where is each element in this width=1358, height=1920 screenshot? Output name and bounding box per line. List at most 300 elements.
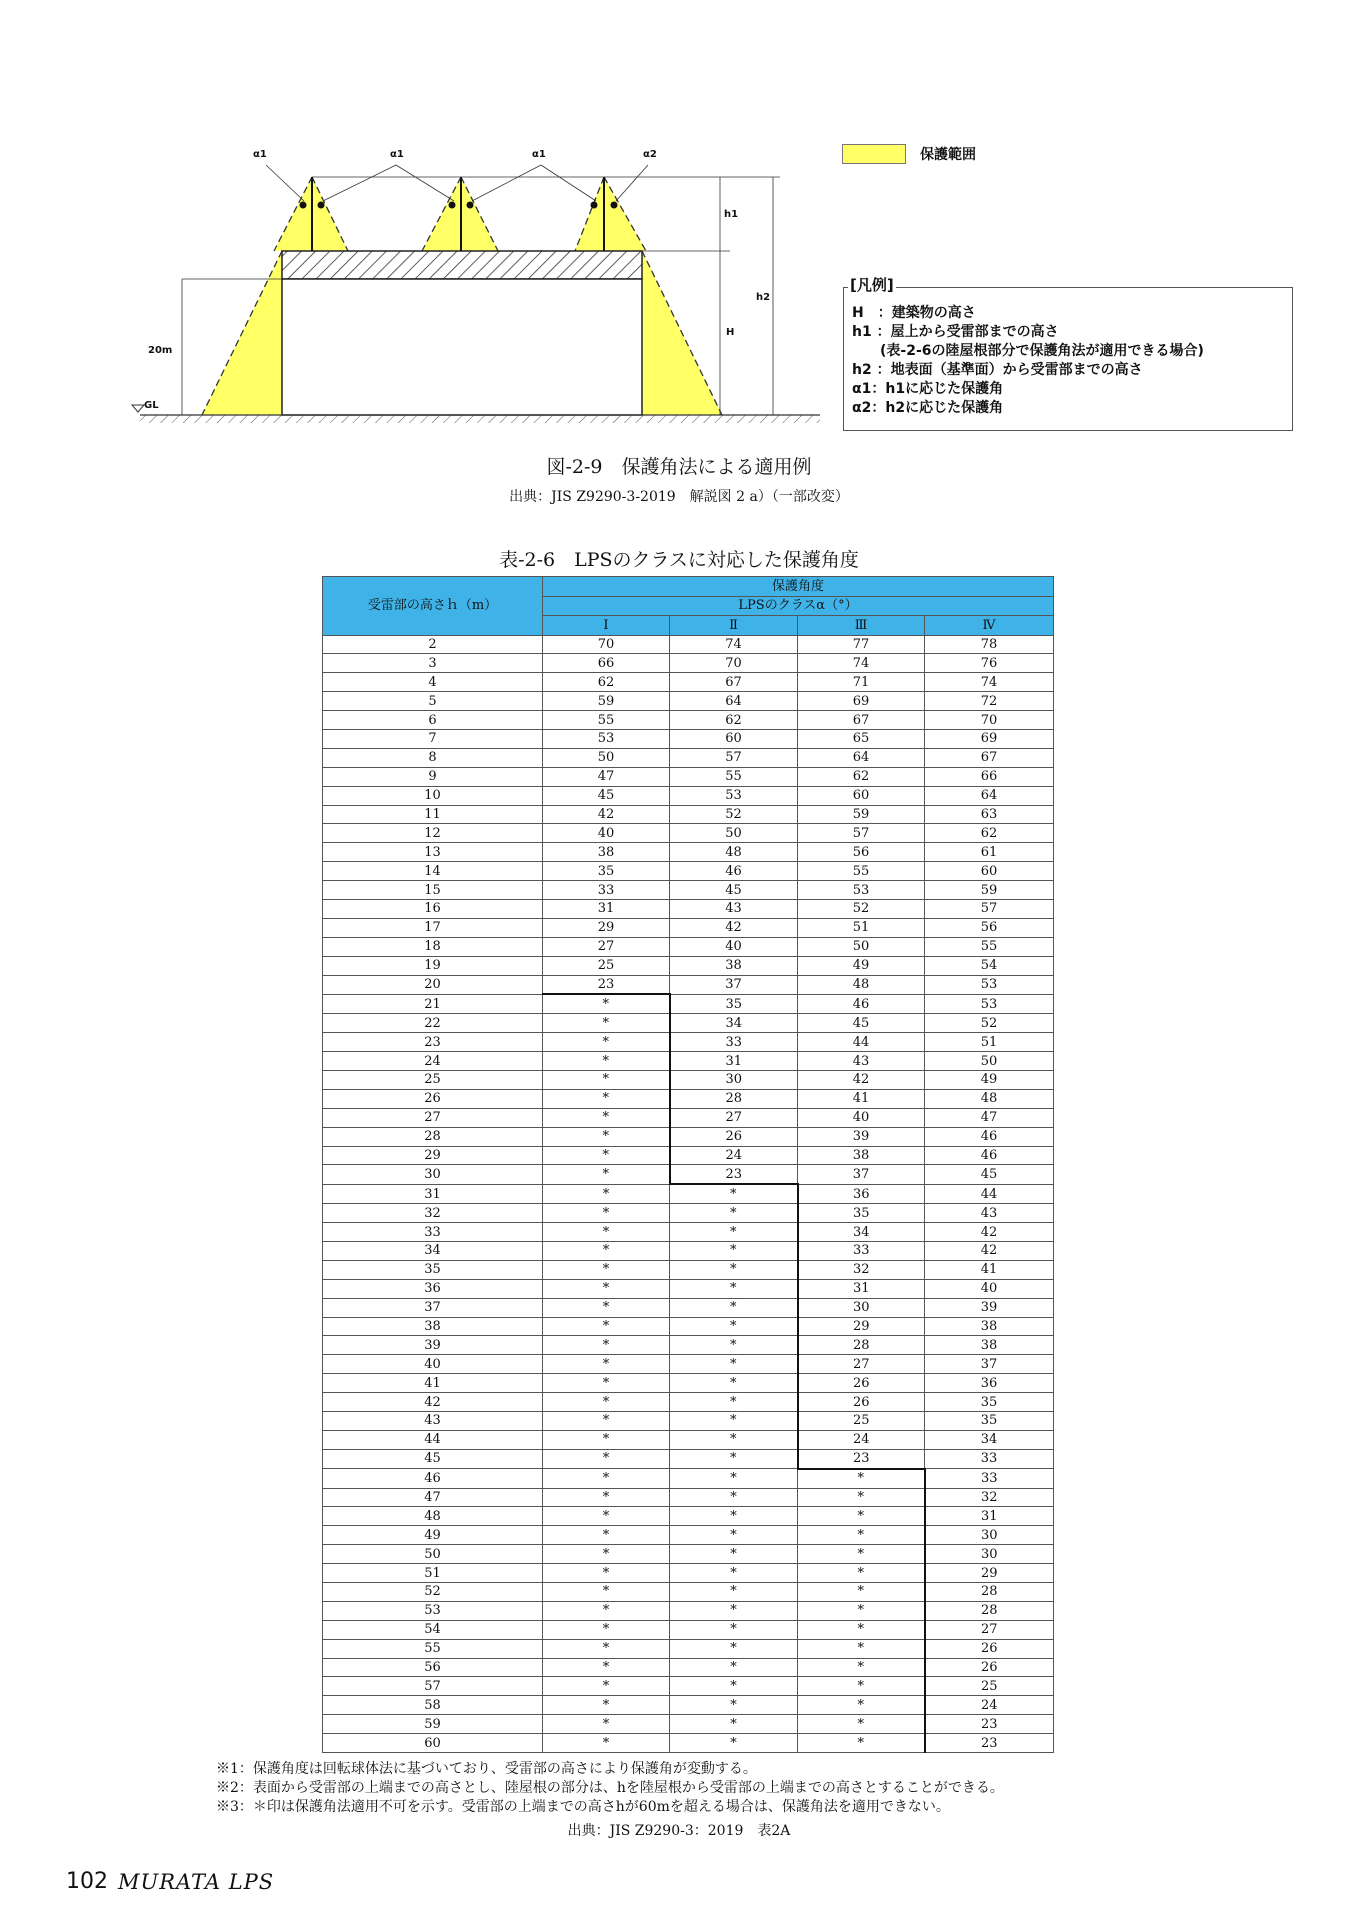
angle-cell: 23: [925, 1715, 1054, 1734]
angle-cell: *: [543, 1127, 670, 1146]
angle-cell: 31: [543, 899, 670, 918]
brand-logo: MURATA LPS: [118, 1870, 275, 1894]
angle-cell: 28: [670, 1089, 798, 1108]
angle-cell: 43: [798, 1052, 925, 1071]
angle-cell: 49: [925, 1070, 1054, 1089]
angle-cell: 51: [798, 918, 925, 937]
angle-cell: 31: [925, 1507, 1054, 1526]
angle-cell: 33: [925, 1469, 1054, 1488]
height-cell: 37: [323, 1298, 543, 1317]
angle-cell: *: [670, 1204, 798, 1223]
height-cell: 55: [323, 1639, 543, 1658]
angle-cell: 56: [925, 918, 1054, 937]
angle-cell: 67: [670, 673, 798, 692]
angle-cell: *: [543, 1298, 670, 1317]
protection-angle-table: [322, 576, 1054, 1753]
table-row: [323, 635, 1054, 654]
angle-cell: *: [543, 1412, 670, 1431]
angle-cell: *: [798, 1639, 925, 1658]
angle-cell: 55: [670, 767, 798, 786]
angle-cell: 26: [925, 1658, 1054, 1677]
table-row: [323, 1696, 1054, 1715]
angle-cell: 47: [543, 767, 670, 786]
angle-cell: 24: [670, 1146, 798, 1165]
height-cell: 46: [323, 1469, 543, 1488]
angle-cell: 33: [543, 881, 670, 900]
legend-line: h1 ：屋上から受雷部までの高さ: [852, 324, 1059, 340]
height-cell: 42: [323, 1393, 543, 1412]
angle-cell: *: [670, 1696, 798, 1715]
angle-cell: 52: [925, 1014, 1054, 1033]
table-row: [323, 1317, 1054, 1336]
legend-title: [凡例]: [850, 276, 894, 294]
angle-cell: 31: [798, 1279, 925, 1298]
height-cell: 36: [323, 1279, 543, 1298]
angle-cell: *: [543, 1696, 670, 1715]
angle-cell: *: [670, 1488, 798, 1507]
angle-cell: 32: [925, 1488, 1054, 1507]
angle-cell: 27: [925, 1620, 1054, 1639]
height-cell: 6: [323, 711, 543, 730]
angle-cell: 33: [925, 1449, 1054, 1468]
angle-cell: *: [670, 1393, 798, 1412]
angle-cell: 40: [798, 1108, 925, 1127]
height-cell: 57: [323, 1677, 543, 1696]
angle-cell: 48: [798, 975, 925, 994]
angle-cell: *: [670, 1336, 798, 1355]
angle-cell: 37: [798, 1165, 925, 1184]
angle-cell: 30: [670, 1070, 798, 1089]
angle-cell: 33: [670, 1033, 798, 1052]
angle-cell: 74: [925, 673, 1054, 692]
table-row: [323, 729, 1054, 748]
angle-cell: *: [670, 1677, 798, 1696]
angle-cell: *: [670, 1715, 798, 1734]
angle-cell: *: [543, 1108, 670, 1127]
table-row: [323, 1242, 1054, 1261]
angle-cell: *: [670, 1545, 798, 1564]
height-cell: 51: [323, 1564, 543, 1583]
header-class-1: Ⅰ: [543, 616, 670, 636]
angle-cell: *: [670, 1374, 798, 1393]
height-cell: 23: [323, 1033, 543, 1052]
table-title: 表-2-6 LPSのクラスに対応した保護角度: [499, 549, 859, 571]
height-cell: 10: [323, 786, 543, 805]
angle-cell: 28: [925, 1583, 1054, 1602]
height-cell: 44: [323, 1430, 543, 1449]
height-cell: 30: [323, 1165, 543, 1184]
figure-caption: 図-2-9 保護角法による適用例: [546, 456, 812, 478]
angle-cell: *: [670, 1298, 798, 1317]
angle-cell: 62: [670, 711, 798, 730]
h2-label: h2: [756, 292, 771, 303]
angle-cell: 44: [925, 1184, 1054, 1203]
height-cell: 15: [323, 881, 543, 900]
angle-cell: 42: [670, 918, 798, 937]
angle-cell: 57: [798, 824, 925, 843]
height-cell: 16: [323, 899, 543, 918]
angle-cell: *: [543, 1449, 670, 1468]
angle-cell: *: [798, 1601, 925, 1620]
angle-cell: 42: [925, 1242, 1054, 1261]
building-body: [282, 279, 642, 415]
angle-cell: 38: [925, 1336, 1054, 1355]
angle-cell: *: [670, 1184, 798, 1203]
H-label: H: [726, 327, 735, 338]
angle-cell: 46: [925, 1146, 1054, 1165]
angle-cell: 38: [670, 956, 798, 975]
table-row: [323, 1658, 1054, 1677]
angle-cell: 35: [798, 1204, 925, 1223]
height-cell: 25: [323, 1070, 543, 1089]
height-cell: 45: [323, 1449, 543, 1468]
height-cell: 38: [323, 1317, 543, 1336]
height-cell: 11: [323, 805, 543, 824]
angle-cell: *: [543, 1601, 670, 1620]
angle-cell: *: [543, 1014, 670, 1033]
height-cell: 43: [323, 1412, 543, 1431]
angle-cell: *: [798, 1715, 925, 1734]
angle-cell: *: [670, 1242, 798, 1261]
height-cell: 58: [323, 1696, 543, 1715]
angle-cell: 56: [798, 843, 925, 862]
angle-cell: 45: [798, 1014, 925, 1033]
table-row: [323, 1412, 1054, 1431]
height-cell: 52: [323, 1583, 543, 1602]
angle-cell: 38: [798, 1146, 925, 1165]
angle-cell: 38: [925, 1317, 1054, 1336]
height-cell: 8: [323, 748, 543, 767]
header-class-4: Ⅳ: [925, 616, 1054, 636]
table-row: [323, 918, 1054, 937]
angle-cell: 46: [925, 1127, 1054, 1146]
figure-source: 出典：JIS Z9290-3-2019 解説図 2 a）（一部改変）: [509, 489, 849, 505]
angle-cell: 44: [798, 1033, 925, 1052]
protection-range-label: 保護範囲: [920, 147, 976, 163]
angle-cell: *: [670, 1564, 798, 1583]
angle-cell: 66: [543, 654, 670, 673]
header-lps-class: LPSのクラスα（°）: [543, 596, 1054, 616]
angle-cell: 62: [543, 673, 670, 692]
table-row: [323, 1184, 1054, 1203]
angle-cell: *: [670, 1734, 798, 1753]
angle-cell: 34: [925, 1430, 1054, 1449]
note-3: ※3：＊印は保護角法適用不可を示す。受雷部の上端までの高さhが60mを超える場合は、保護角法を適用できない。: [216, 1799, 950, 1815]
table-row: [323, 1639, 1054, 1658]
angle-cell: 23: [543, 975, 670, 994]
angle-cell: 70: [670, 654, 798, 673]
angle-cell: 53: [670, 786, 798, 805]
angle-cell: 40: [670, 937, 798, 956]
angle-cell: *: [543, 994, 670, 1013]
table-row: [323, 692, 1054, 711]
height-cell: 47: [323, 1488, 543, 1507]
gl-label: GL: [144, 400, 159, 411]
height-cell: 24: [323, 1052, 543, 1071]
alpha1-label-2: α1: [390, 149, 404, 160]
angle-cell: 50: [543, 748, 670, 767]
table-row: [323, 1204, 1054, 1223]
table-row: [323, 786, 1054, 805]
note-2: ※2：表面から受雷部の上端までの高さとし、陸屋根の部分は、hを陸屋根から受雷部の上端までの高さとすることができる。: [216, 1780, 1004, 1796]
angle-cell: 55: [798, 862, 925, 881]
angle-cell: 47: [925, 1108, 1054, 1127]
angle-cell: 30: [798, 1298, 925, 1317]
height-cell: 13: [323, 843, 543, 862]
angle-cell: 39: [925, 1298, 1054, 1317]
angle-cell: *: [670, 1601, 798, 1620]
height-cell: 19: [323, 956, 543, 975]
angle-cell: *: [543, 1336, 670, 1355]
angle-cell: *: [543, 1242, 670, 1261]
angle-cell: *: [543, 1469, 670, 1488]
note-1: ※1：保護角度は回転球体法に基づいており、受雷部の高さにより保護角が変動する。: [216, 1761, 757, 1777]
angle-cell: *: [543, 1165, 670, 1184]
angle-cell: 37: [925, 1355, 1054, 1374]
table-row: [323, 881, 1054, 900]
table-row: [323, 767, 1054, 786]
height-cell: 56: [323, 1658, 543, 1677]
height-cell: 18: [323, 937, 543, 956]
angle-cell: *: [543, 1279, 670, 1298]
angle-cell: 35: [670, 994, 798, 1013]
angle-cell: 76: [925, 654, 1054, 673]
header-class-2: Ⅱ: [670, 616, 798, 636]
angle-cell: *: [543, 1507, 670, 1526]
angle-cell: *: [670, 1223, 798, 1242]
angle-cell: *: [798, 1507, 925, 1526]
angle-cell: 60: [798, 786, 925, 805]
angle-cell: 36: [925, 1374, 1054, 1393]
angle-cell: 25: [543, 956, 670, 975]
table-row: [323, 1393, 1054, 1412]
angle-cell: 46: [670, 862, 798, 881]
table-row: [323, 1677, 1054, 1696]
height-cell: 33: [323, 1223, 543, 1242]
table-row: [323, 1146, 1054, 1165]
height-cell: 59: [323, 1715, 543, 1734]
height-cell: 49: [323, 1526, 543, 1545]
angle-cell: *: [670, 1639, 798, 1658]
angle-cell: *: [670, 1507, 798, 1526]
header-height: 受雷部の高さｈ（m）: [323, 577, 543, 636]
table-row: [323, 1715, 1054, 1734]
alpha1-label-3: α1: [532, 149, 546, 160]
table-row: [323, 1488, 1054, 1507]
angle-cell: 35: [925, 1393, 1054, 1412]
table-row: [323, 1014, 1054, 1033]
height-cell: 28: [323, 1127, 543, 1146]
angle-cell: *: [543, 1355, 670, 1374]
angle-cell: *: [798, 1526, 925, 1545]
angle-cell: 42: [798, 1070, 925, 1089]
height-cell: 35: [323, 1260, 543, 1279]
table-row: [323, 1108, 1054, 1127]
height-cell: 50: [323, 1545, 543, 1564]
angle-cell: 69: [798, 692, 925, 711]
height-cell: 34: [323, 1242, 543, 1261]
angle-cell: 64: [798, 748, 925, 767]
angle-cell: 60: [925, 862, 1054, 881]
angle-cell: 48: [670, 843, 798, 862]
angle-cell: *: [798, 1469, 925, 1488]
angle-cell: *: [543, 1488, 670, 1507]
angle-cell: 74: [670, 635, 798, 654]
angle-cell: *: [543, 1033, 670, 1052]
table-row: [323, 1089, 1054, 1108]
height-cell: 17: [323, 918, 543, 937]
angle-cell: 27: [670, 1108, 798, 1127]
angle-cell: 28: [925, 1601, 1054, 1620]
angle-cell: 23: [670, 1165, 798, 1184]
angle-cell: 25: [798, 1412, 925, 1431]
table-row: [323, 1507, 1054, 1526]
height-cell: 4: [323, 673, 543, 692]
angle-cell: *: [543, 1639, 670, 1658]
angle-cell: 59: [925, 881, 1054, 900]
angle-cell: *: [670, 1260, 798, 1279]
angle-cell: *: [543, 1430, 670, 1449]
angle-cell: 36: [798, 1184, 925, 1203]
angle-cell: 67: [925, 748, 1054, 767]
height-cell: 14: [323, 862, 543, 881]
angle-cell: *: [798, 1734, 925, 1753]
angle-cell: 43: [670, 899, 798, 918]
angle-cell: *: [543, 1658, 670, 1677]
table-source: 出典：JIS Z9290-3：2019 表2A: [567, 1823, 791, 1839]
angle-cell: 71: [798, 673, 925, 692]
table-row: [323, 1070, 1054, 1089]
angle-cell: 30: [925, 1526, 1054, 1545]
angle-cell: 70: [925, 711, 1054, 730]
angle-cell: 27: [798, 1355, 925, 1374]
table-row: [323, 1223, 1054, 1242]
legend-line: (表-2-6の陸屋根部分で保護角法が適用できる場合): [852, 343, 1204, 359]
table-row: [323, 673, 1054, 692]
angle-cell: 62: [798, 767, 925, 786]
table-row: [323, 1374, 1054, 1393]
angle-cell: *: [543, 1317, 670, 1336]
angle-cell: *: [670, 1526, 798, 1545]
angle-cell: *: [543, 1374, 670, 1393]
angle-cell: 48: [925, 1089, 1054, 1108]
height-cell: 21: [323, 994, 543, 1013]
angle-cell: 26: [925, 1639, 1054, 1658]
angle-cell: 78: [925, 635, 1054, 654]
angle-cell: *: [670, 1279, 798, 1298]
angle-cell: *: [543, 1089, 670, 1108]
angle-cell: 27: [543, 937, 670, 956]
angle-cell: 38: [543, 843, 670, 862]
legend-line: h2 ：地表面（基準面）から受雷部までの高さ: [852, 362, 1143, 378]
table-row: [323, 654, 1054, 673]
height-cell: 31: [323, 1184, 543, 1203]
table-row: [323, 1260, 1054, 1279]
angle-cell: 67: [798, 711, 925, 730]
table-body: [323, 635, 1054, 1753]
angle-cell: *: [543, 1734, 670, 1753]
table-row: [323, 1620, 1054, 1639]
angle-cell: 46: [798, 994, 925, 1013]
angle-cell: 42: [925, 1223, 1054, 1242]
angle-cell: *: [543, 1677, 670, 1696]
angle-cell: *: [798, 1545, 925, 1564]
angle-cell: *: [670, 1449, 798, 1468]
angle-cell: *: [798, 1677, 925, 1696]
angle-cell: 55: [543, 711, 670, 730]
angle-cell: 59: [543, 692, 670, 711]
angle-cell: 43: [925, 1204, 1054, 1223]
page-number: 102: [66, 1869, 108, 1894]
angle-cell: *: [543, 1204, 670, 1223]
table-row: [323, 843, 1054, 862]
height-cell: 32: [323, 1204, 543, 1223]
alpha2-label: α2: [643, 149, 657, 160]
table-row: [323, 1734, 1054, 1753]
angle-cell: 23: [798, 1449, 925, 1468]
angle-cell: *: [543, 1715, 670, 1734]
table-row: [323, 862, 1054, 881]
angle-cell: 45: [670, 881, 798, 900]
angle-cell: 57: [670, 748, 798, 767]
height-cell: 41: [323, 1374, 543, 1393]
angle-cell: *: [543, 1052, 670, 1071]
angle-cell: *: [543, 1070, 670, 1089]
angle-cell: 74: [798, 654, 925, 673]
height-cell: 27: [323, 1108, 543, 1127]
table-row: [323, 1033, 1054, 1052]
table-row: [323, 1583, 1054, 1602]
roof-slab: [282, 251, 642, 279]
angle-cell: *: [543, 1223, 670, 1242]
ground: [140, 415, 820, 423]
angle-cell: 53: [543, 729, 670, 748]
h1-label: h1: [724, 209, 739, 220]
header-angle: 保護角度: [543, 577, 1054, 597]
angle-cell: 31: [670, 1052, 798, 1071]
height-cell: 54: [323, 1620, 543, 1639]
angle-cell: 53: [925, 975, 1054, 994]
protection-range-swatch: [842, 144, 906, 164]
angle-cell: 26: [798, 1374, 925, 1393]
angle-cell: 41: [798, 1089, 925, 1108]
angle-cell: *: [543, 1260, 670, 1279]
angle-cell: 50: [798, 937, 925, 956]
angle-cell: *: [670, 1658, 798, 1677]
table-row: [323, 1336, 1054, 1355]
angle-cell: 60: [670, 729, 798, 748]
table-row: [323, 1601, 1054, 1620]
angle-cell: 69: [925, 729, 1054, 748]
angle-cell: 63: [925, 805, 1054, 824]
table-row: [323, 1052, 1054, 1071]
legend-line: α2：h2に応じた保護角: [852, 400, 1004, 416]
angle-cell: 34: [798, 1223, 925, 1242]
table-row: [323, 937, 1054, 956]
angle-cell: 51: [925, 1033, 1054, 1052]
angle-cell: *: [798, 1488, 925, 1507]
angle-cell: 64: [670, 692, 798, 711]
header-class-3: Ⅲ: [798, 616, 925, 636]
angle-cell: 54: [925, 956, 1054, 975]
table-notes: [216, 1760, 1004, 1817]
angle-cell: 42: [543, 805, 670, 824]
angle-cell: 30: [925, 1545, 1054, 1564]
table-row: [323, 748, 1054, 767]
table-row: [323, 1449, 1054, 1468]
table-row: [323, 956, 1054, 975]
angle-cell: 65: [798, 729, 925, 748]
